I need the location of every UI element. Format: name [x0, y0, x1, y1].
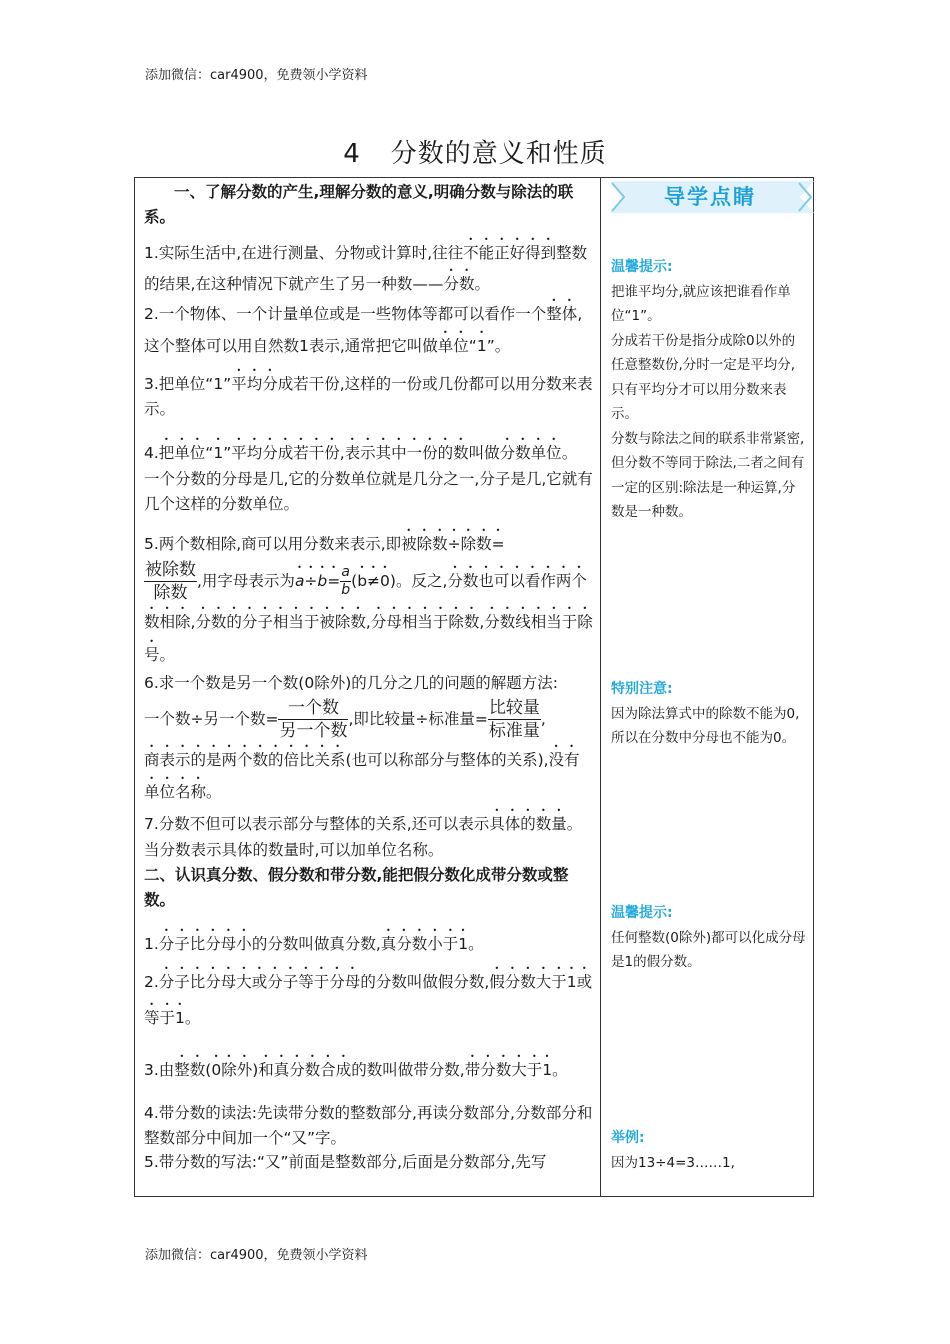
emphasis: 带分数大于1 [464, 1061, 553, 1079]
note-text: 因为除法算式中的除数不能为0,所以在分数中分母也不能为0。 [611, 705, 800, 746]
emphasis: 假分数大于1或等于1 [144, 973, 593, 1027]
text: 3.把单位“1” [144, 375, 232, 393]
text: 7.分数不但可以表示部分与整体的关系,还可以表示 [144, 815, 490, 833]
text: 4. [144, 444, 159, 462]
emphasis: 分数也可以看作两个数相除,分数的分子相当于被除数,分母相当于除数,分数线相当于除号 [144, 572, 593, 664]
fraction-numerator: 一个数 [278, 697, 348, 720]
emphasis: 被除数÷除数= [401, 535, 505, 553]
text: 5.两个数相除,商可以用分数来表示,即 [144, 535, 402, 553]
paragraph-1-1 [144, 235, 594, 296]
text: 。 [552, 1061, 568, 1079]
text: 一个数÷另一个数= [144, 710, 279, 728]
fraction-number-ratio [278, 697, 348, 742]
text: 1.实际生活中,在进行测量、分物或计算时,往往 [144, 244, 464, 262]
paragraph-1-4 [144, 435, 594, 467]
emphasis: 不能正好得到 [463, 244, 557, 262]
formula-expression: a÷b= [294, 572, 341, 590]
text: 3.由 [144, 1061, 175, 1079]
note-text: 把谁平均分,就应该把谁看作单位“1”。 [611, 283, 791, 324]
fraction-denominator: 除数 [153, 583, 188, 603]
section-1-heading: 一、了解分数的产生,理解分数的意义,明确分数与除法的联系。 [144, 183, 574, 226]
emphasis: 具体的数量 [489, 815, 567, 833]
main-column [144, 180, 594, 1175]
emphasis: 整数(0除外)和真分数合成 [174, 1061, 352, 1079]
paragraph-1-2 [144, 296, 594, 360]
text: 。 [206, 783, 222, 801]
emphasis: 分数单位 [499, 444, 562, 462]
note-text: 分成若干份是指分成除0以外的任意整数份,分时一定是平均分,只有平均分才可以用分数来表示。 [611, 332, 796, 422]
text: ,这个整体可以用自然数1表示,通常把它叫做 [144, 305, 583, 355]
footer-watermark: 添加微信：car4900，免费领小学资料 [145, 1248, 368, 1263]
text: ,即比较量÷标准量= [348, 710, 488, 728]
text: 1. [144, 935, 159, 953]
emphasis: 整体 [546, 305, 578, 323]
text: 叫做 [468, 444, 500, 462]
paragraph-1-7 [144, 806, 594, 863]
text: 6.求一个数是另一个数(0除外)的几分之几的问题的解题方法: [144, 674, 558, 692]
note-tip-1 [611, 255, 806, 525]
fraction-numerator: a [341, 564, 350, 580]
section-2-heading: 二、认识真分数、假分数和带分数,能把假分数化成带分数或整数。 [144, 866, 569, 909]
emphasis: 没有单位名称 [144, 751, 580, 801]
paragraph-2-2 [144, 964, 594, 1036]
text: , [540, 710, 546, 728]
text: 整数的结果,在这种情况下就产生了另一种数—— [144, 244, 588, 293]
text: 的数叫做带分数, [351, 1061, 465, 1079]
fraction-dividend-divisor [144, 559, 197, 604]
paragraph-2-4: 4.带分数的读法:先读带分数的整数部分,再读分数部分,分数部分和整数部分中间加一个“又”字。 [144, 1104, 593, 1147]
emphasis: 分子比分母大或分子等于分母 [158, 973, 361, 991]
fraction-denominator: 标准量 [488, 721, 540, 741]
header-watermark: 添加微信：car4900，免费领小学资料 [145, 68, 368, 83]
emphasis: 把单位“1”平均分成若干份,表示其中一份的数 [158, 444, 469, 462]
fraction-compare-standard [488, 697, 541, 742]
note-label: 温馨提示: [611, 259, 673, 275]
formula-condition: (b≠0) [351, 572, 396, 590]
note-text: 因为13÷4=3……1, [611, 1154, 735, 1171]
note-tip-2 [611, 901, 806, 975]
note-text: 任何整数(0除外)都可以化成分母是1的假分数。 [611, 929, 806, 970]
text: 的分数叫做假分数, [360, 973, 490, 991]
text: 。 [184, 1009, 201, 1027]
note-label: 举例: [611, 1130, 645, 1146]
page-title [0, 133, 950, 170]
fraction-denominator: 另一个数 [279, 721, 348, 741]
text: 。 [561, 444, 578, 462]
note-label: 特别注意: [611, 681, 673, 697]
emphasis: 真分数小于1 [380, 935, 469, 953]
chapter-number: 4 [343, 139, 361, 169]
paragraph-1-4b: 一个分数的分母是几,它的分数单位就是几分之一,分子是几,它就有几个这样的分数单位。 [144, 470, 593, 513]
text: 。反之, [395, 572, 448, 590]
paragraph-1-3 [144, 366, 594, 421]
paragraph-2-1 [144, 926, 594, 958]
text: (也可以称部分与整体的关系), [345, 751, 549, 769]
column-divider [600, 177, 601, 1197]
note-label: 温馨提示: [611, 905, 673, 921]
text: 。 [474, 274, 490, 293]
chapter-title: 分数的意义和性质 [390, 139, 607, 169]
emphasis: 商表示的是两个数的倍比关系 [144, 751, 346, 769]
paragraph-2-3 [144, 1052, 594, 1085]
fraction-denominator: b [341, 582, 351, 598]
emphasis: 分子比分母小 [158, 935, 252, 953]
paragraph-1-5 [144, 526, 594, 670]
banner-title: 导学点睛 [664, 185, 756, 209]
paragraph-1-6 [144, 670, 594, 806]
text: 的分数叫做真分数, [251, 935, 381, 953]
note-text: 分数与除法之间的联系非常紧密,但分数不等同于除法,二者之间有一定的区别:除法是一种运算,分数是一种数。 [611, 430, 805, 520]
emphasis: 平均分 [231, 375, 278, 393]
text: 2. [144, 973, 159, 991]
text: 。 [494, 337, 511, 355]
text: 成若干份,这样的一份或几份都可以用分数来表示。 [144, 375, 593, 418]
fraction-numerator: 被除数 [145, 560, 196, 580]
fraction-numerator: 比较量 [488, 698, 540, 718]
emphasis: 单位“1” [437, 337, 495, 355]
fraction-a-over-b [340, 564, 351, 599]
text: 2.一个物体、一个计量单位或是一些物体等都可以看作一个 [144, 305, 547, 323]
text: 。 [159, 646, 176, 664]
emphasis: 分数 [443, 274, 475, 293]
note-attention [611, 677, 806, 751]
paragraph-2-5: 5.带分数的写法:“又”前面是整数部分,后面是分数部分,先写 [144, 1153, 547, 1171]
text: ,用字母表示为 [197, 572, 295, 590]
text: 。 [468, 935, 484, 953]
note-example [611, 1126, 806, 1175]
text: 。当分数表示具体的数量时,可以加单位名称。 [144, 815, 583, 859]
